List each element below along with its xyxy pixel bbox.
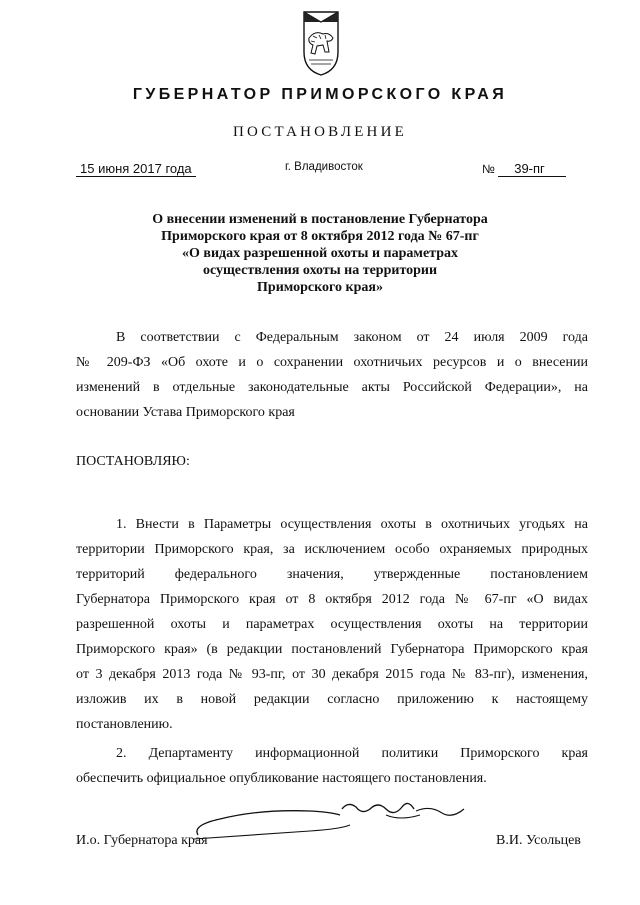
item-1-line: от 3 декабря 2013 года № 93-пг, от 30 декабря 2015 года № 83-пг), изменения, <box>76 667 588 682</box>
number-value: 39-пг <box>498 161 566 177</box>
item-1-line: территорий федерального значения, утвержденные постановлением <box>76 567 588 582</box>
heading-line: «О видах разрешенной охоты и параметрах <box>182 246 458 261</box>
preamble-line: основании Устава Приморского края <box>76 405 295 420</box>
item-1-line: территории Приморского края, за исключением особо охраняемых природных <box>76 542 588 557</box>
handwritten-signature <box>190 795 480 845</box>
coat-of-arms-icon <box>299 8 343 78</box>
item-1-paragraph <box>76 512 588 737</box>
item-1-line: 1. Внести в Параметры осуществления охоты в охотничьих угодьях на <box>116 517 588 532</box>
document-type: ПОСТАНОВЛЕНИЕ <box>233 124 407 140</box>
item-2-line: 2. Департаменту информационной политики Приморского края <box>116 746 588 761</box>
item-1-line: постановлению. <box>76 717 173 732</box>
governor-title: ГУБЕРНАТОР ПРИМОРСКОГО КРАЯ <box>132 86 508 103</box>
item-1-line: разрешенной охоты и параметрах осуществления охоты на территории <box>76 617 588 632</box>
signatory-position: И.о. Губернатора края <box>76 833 208 848</box>
decree-word: ПОСТАНОВЛЯЮ: <box>76 454 190 469</box>
heading-line: О внесении изменений в постановление Губернатора <box>152 212 488 227</box>
preamble-line: В соответствии с Федеральным законом от 24 июля 2009 года <box>116 330 588 345</box>
date-value: 15 июня 2017 года <box>76 162 196 177</box>
number-prefix: № <box>482 162 495 176</box>
signatory-name: В.И. Усольцев <box>496 833 581 848</box>
document-date <box>76 161 196 177</box>
item-2-paragraph <box>76 741 588 791</box>
document-number <box>482 161 566 177</box>
document-city: г. Владивосток <box>285 161 363 173</box>
preamble-line: изменений в отдельные законодательные акты Российской Федерации», на <box>76 380 588 395</box>
item-2-line: обеспечить официальное опубликование настоящего постановления. <box>76 771 487 786</box>
item-1-line: Губернатора Приморского края от 8 октября 2012 года № 67-пг «О видах <box>76 592 588 607</box>
item-1-line: Приморского края» (в редакции постановлений Губернатора Приморского края <box>76 642 588 657</box>
heading-line: Приморского края» <box>257 280 383 295</box>
heading-line: Приморского края от 8 октября 2012 года № 67-пг <box>161 229 479 244</box>
heading-line: осуществления охоты на территории <box>202 263 438 278</box>
preamble-line: № 209-ФЗ «Об охоте и о сохранении охотничьих ресурсов и о внесении <box>76 355 588 370</box>
document-heading <box>110 211 530 296</box>
preamble-paragraph <box>76 325 588 425</box>
item-1-line: изложив их в новой редакции согласно приложению к настоящему <box>76 692 588 707</box>
